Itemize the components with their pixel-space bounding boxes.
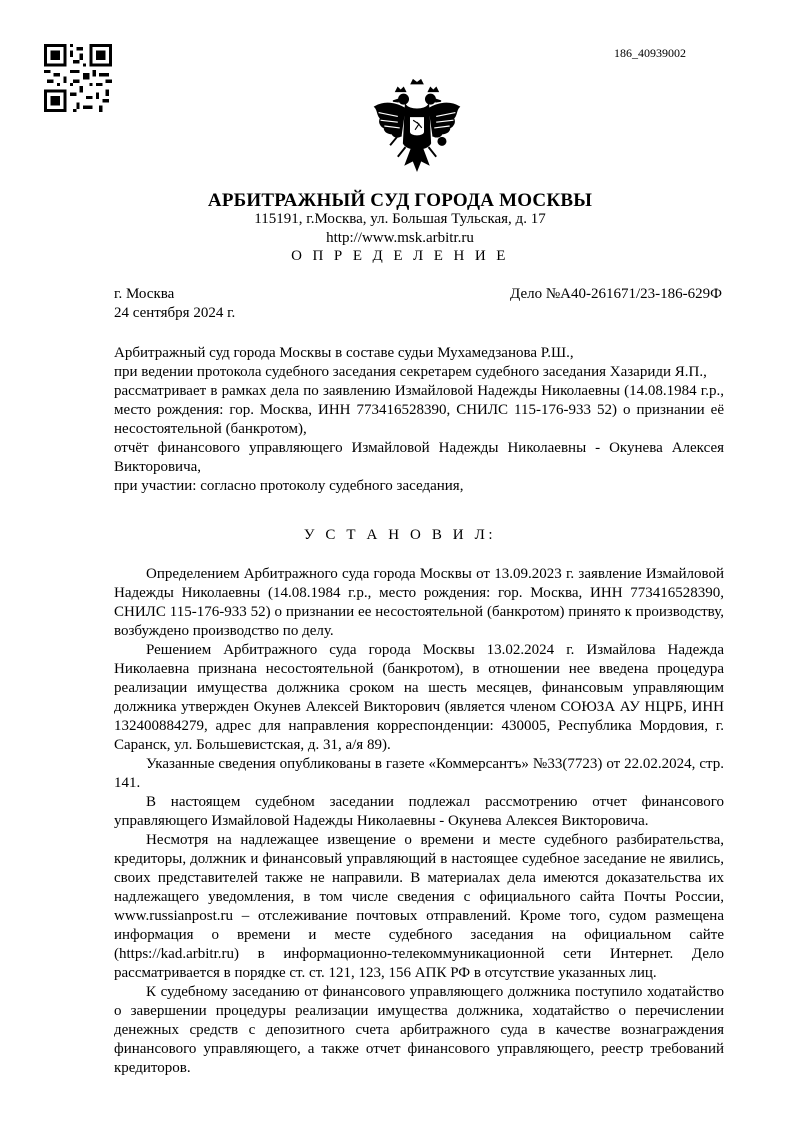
established-heading: У С Т А Н О В И Л: [303, 527, 497, 543]
intro-line: при ведении протокола судебного заседания секретарем судебного заседания Хазариди Я.П., [114, 364, 707, 380]
document-type: О П Р Е Д Е Л Е Н И Е [291, 248, 509, 264]
intro-line: рассматривает в рамках дела по заявлению Измайловой Надежды Николаевны (14.08.1984 г.р., место рождения: гор. Москва, ИНН 773416528390, СНИЛС 115-176-933 52) о признании её несостоятельной (банкротом), [114, 383, 724, 437]
document-date: 24 сентября 2024 г. [114, 305, 236, 321]
intro-line: Арбитражный суд города Москвы в составе судьи Мухамедзанова Р.Ш., [114, 345, 574, 361]
document-id: 186_40939002 [614, 46, 686, 60]
intro-section [114, 344, 724, 496]
qr-code-icon [44, 44, 112, 112]
court-address: 115191, г.Москва, ул. Большая Тульская, д. 17 [254, 211, 546, 227]
intro-line: отчёт финансового управляющего Измайловой Надежды Николаевны - Окунева Алексея Викторовича, [114, 440, 724, 475]
main-text [114, 565, 724, 1078]
case-number: Дело №А40-261671/23-186-629Ф [510, 286, 722, 302]
paragraph: Несмотря на надлежащее извещение о времени и месте судебного разбирательства, кредиторы, должник и финансовый управляющий в настоящее судебное заседание не явились, своих представителей также не направили. В материалах дела имеются доказательства их надлежащего уведомления, в том числе сведения с официального сайта Почты России, www.russianpost.ru – отслеживание почтовых отправлений. Кроме того, судом размещена информация о времени и месте судебного заседания на официальном сайте (https://kad.arbitr.ru) в информационно-телекоммуникационной сети Интернет. Дело рассматривается в порядке ст. ст. 121, 123, 156 АПК РФ в отсутствие указанных лиц. [114, 832, 724, 981]
intro-line: при участии: согласно протоколу судебного заседания, [114, 478, 464, 494]
coat-of-arms-emblem [369, 78, 465, 174]
court-name: АРБИТРАЖНЫЙ СУД ГОРОДА МОСКВЫ [207, 190, 593, 211]
paragraph: К судебному заседанию от финансового управляющего должника поступило ходатайство о завершении процедуры реализации имущества должника, ходатайство о перечислении денежных средств с депозитного счета арбитражного суда в качестве вознаграждения финансового управляющего, а также отчет финансового управляющего, реестр требований кредиторов. [114, 984, 724, 1076]
paragraph: Указанные сведения опубликованы в газете «Коммерсантъ» №33(7723) от 22.02.2024, стр. 141. [114, 756, 724, 791]
paragraph: В настоящем судебном заседании подлежал рассмотрению отчет финансового управляющего Измайловой Надежды Николаевны - Окунева Алексея Викторовича. [114, 794, 724, 829]
paragraph: Решением Арбитражного суда города Москвы 13.02.2024 г. Измайлова Надежда Николаевна признана несостоятельной (банкротом), в отношении нее введена процедура реализации имущества должника сроком на шесть месяцев, финансовым управляющим должника утвержден Окунев Алексей Викторович (является членом СОЮЗА АУ НЦРБ, ИНН 132400884279, адрес для направления корреспонденции: 430005, Республика Мордовия, г. Саранск, ул. Большевистская, д. 31, а/я 89). [114, 642, 724, 753]
city: г. Москва [114, 286, 175, 302]
court-website: http://www.msk.arbitr.ru [326, 230, 474, 246]
paragraph: Определением Арбитражного суда города Москвы от 13.09.2023 г. заявление Измайловой Надежды Николаевны (14.08.1984 г.р., место рождения: гор. Москва, ИНН 773416528390, СНИЛС 115-176-933 52) о признании ее несостоятельной (банкротом) принято к производству, возбуждено производство по делу. [114, 566, 724, 639]
